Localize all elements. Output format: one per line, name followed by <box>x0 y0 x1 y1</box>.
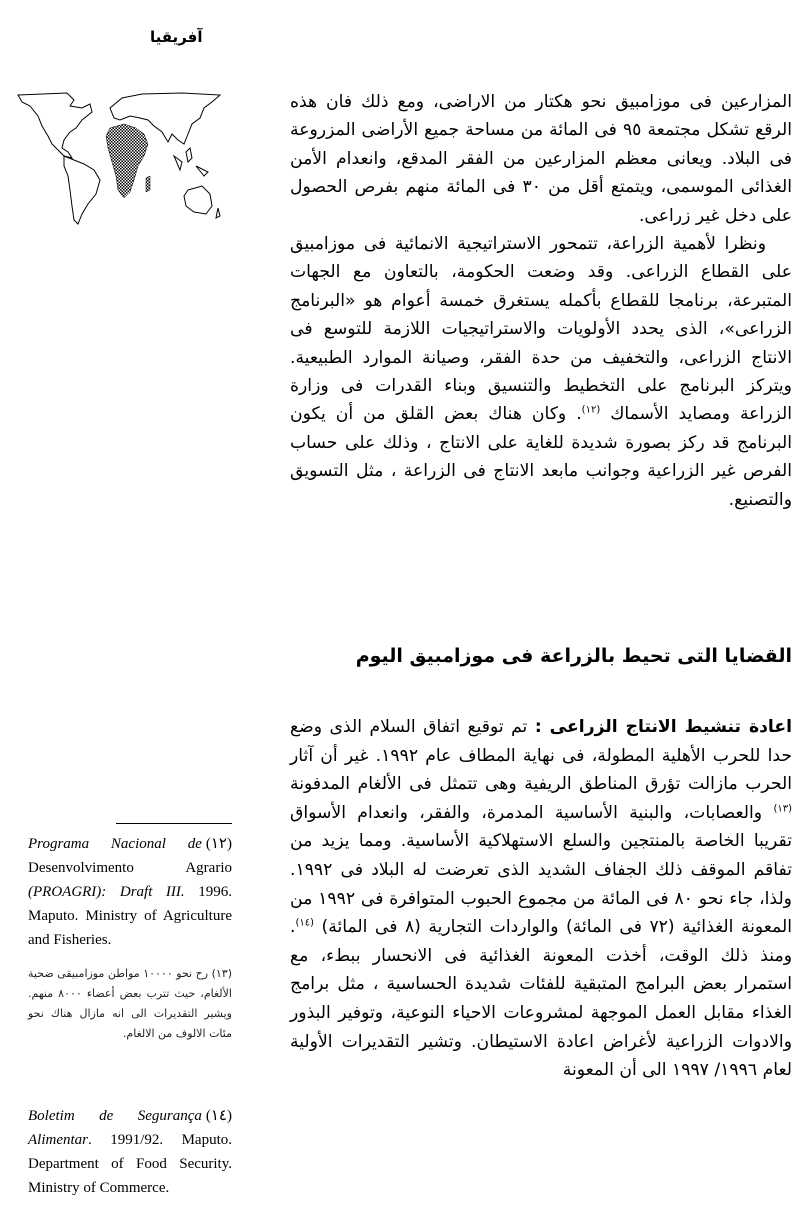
footnote-12 <box>28 832 232 952</box>
footnote-text: . 1991/92. Maputo. Department of Food Security. Ministry of Commerce. <box>28 1132 232 1196</box>
paragraph-lead: اعادة تنشيط الانتاج الزراعى : <box>534 717 792 737</box>
paragraph <box>290 230 792 514</box>
footnote-number: (١٢) <box>205 836 232 852</box>
footnote-text: 1996. Maputo. Ministry of Agriculture and Fisheries. <box>28 884 232 948</box>
footnote-ref-12[interactable]: (١٢) <box>581 404 601 416</box>
paragraph: المزارعين فى موزامبيق نحو هكتار من الاراضى، ومع ذلك فان هذه الرقع تشكل مجتمعة ٩٥ فى المائة من مساحة جميع الأراضى المزروعة فى البلاد. ويعانى معظم المزارعين من الفقر المدقع، وانعدام الأمن الغذائى الموسمى، ويتمتع أقل من ٣٠ فى المائة منهم بفرص الحصول على دخل غير زراعى. <box>290 92 793 226</box>
footnote-ref-13[interactable]: (١٣) <box>773 803 792 815</box>
article-body-top <box>290 88 792 514</box>
footnote-title: Programa Nacional de <box>28 836 202 852</box>
paragraph-text: . ومنذ ذلك الوقت، أخذت المعونة الغذائية فى الانحسار ببطء، مع استمرار بعض البرامج المتبقية للفئات شديدة الحساسية ، مثل برامج الغذاء مقابل العمل الموجهة لمشروعات الاحياء النوعية، وتوفير البذور والادوات الزراعية لأغراض اعادة الاستيطان. وتشير التقديرات الأولية لعام ١٩٩٦/ ١٩٩٧ الى أن المعونة <box>290 917 792 1081</box>
paragraph-text: ونظرا لأهمية الزراعة، تتمحور الاستراتيجية الانمائية فى موزامبيق على القطاع الزراعى. وقد وضعت الحكومة، بالتعاون مع الجهات المتبرعة، برنامجا للقطاع بأكمله يستغرق خمسة أعوام هو «البرنامج الزراعى»، الذى يحدد الأولويات والاستراتيجيات اللازمة للتوسع فى الانتاج الزراعى، والتخفيف من حدة الفقر، وصيانة الموارد الطبيعية. ويتركز البرنامج على التخطيط والتنسيق وبناء القدرات فى وزارة الزراعة ومصايد الأسماك <box>290 234 792 425</box>
region-title: آفريقيا <box>150 28 203 46</box>
section-heading: القضايا التى تحيط بالزراعة فى موزامبيق اليوم <box>355 645 792 667</box>
paragraph-text: تم توقيع اتفاق السلام الذى وضع حدا للحرب الأهلية المطولة، فى نهاية المطاف عام ١٩٩٢. غير أن آثار الحرب مازالت تؤرق المناطق الريفية وهى تتمثل فى الألغام المدفونة <box>290 717 792 795</box>
article-body-bottom <box>290 713 792 1085</box>
footnote-title: (PROAGRI): Draft III. <box>28 884 185 900</box>
footnote-divider <box>116 823 232 824</box>
paragraph-text: . وكان هناك بعض القلق من أن يكون البرنامج قد ركز بصورة شديدة للغاية على الانتاج ، وذلك على حساب الفرص غير الزراعية وجوانب مابعد الانتاج فى الزراعة ، مثل التسويق والتصنيع. <box>290 404 792 510</box>
footnote-14 <box>28 1104 232 1200</box>
footnote-title: Boletim de Segurança Alimentar <box>28 1108 202 1148</box>
footnote-text: Desenvolvimento Agrario <box>28 860 232 876</box>
paragraph-text: والعصابات، والبنية الأساسية المدمرة، والفقر، وانعدام الأسواق تقريبا الخاصة بالمنتجين والسلع الاستهلاكية الأساسية. ومما يزيد من تفاقم الموقف ذلك الجفاف الشديد الذى تعرضت له البلاد فى ١٩٩٢. ولذا، جاء نحو ٨٠ فى المائة من مجموع الحبوب المتوافرة فى ١٩٩٢ من المعونة الغذائية (٧٢ فى المائة) والواردات التجارية (٨ فى المائة) <box>290 802 793 938</box>
footnote-ref-14[interactable]: (١٤) <box>295 917 315 929</box>
paragraph <box>290 713 792 1085</box>
footnote-number: (١٤) <box>205 1108 232 1124</box>
footnote-13: (١٣) رح نحو ١٠٠٠٠ مواطن موزامبيقى ضحية الألغام، حيث تترب بعض أعضاء ٨٠٠٠ منهم. ويشير التقديرات الى انه مازال هناك نحو مئات الالوف من الالغام. <box>28 967 232 1040</box>
world-map-icon <box>12 90 222 228</box>
